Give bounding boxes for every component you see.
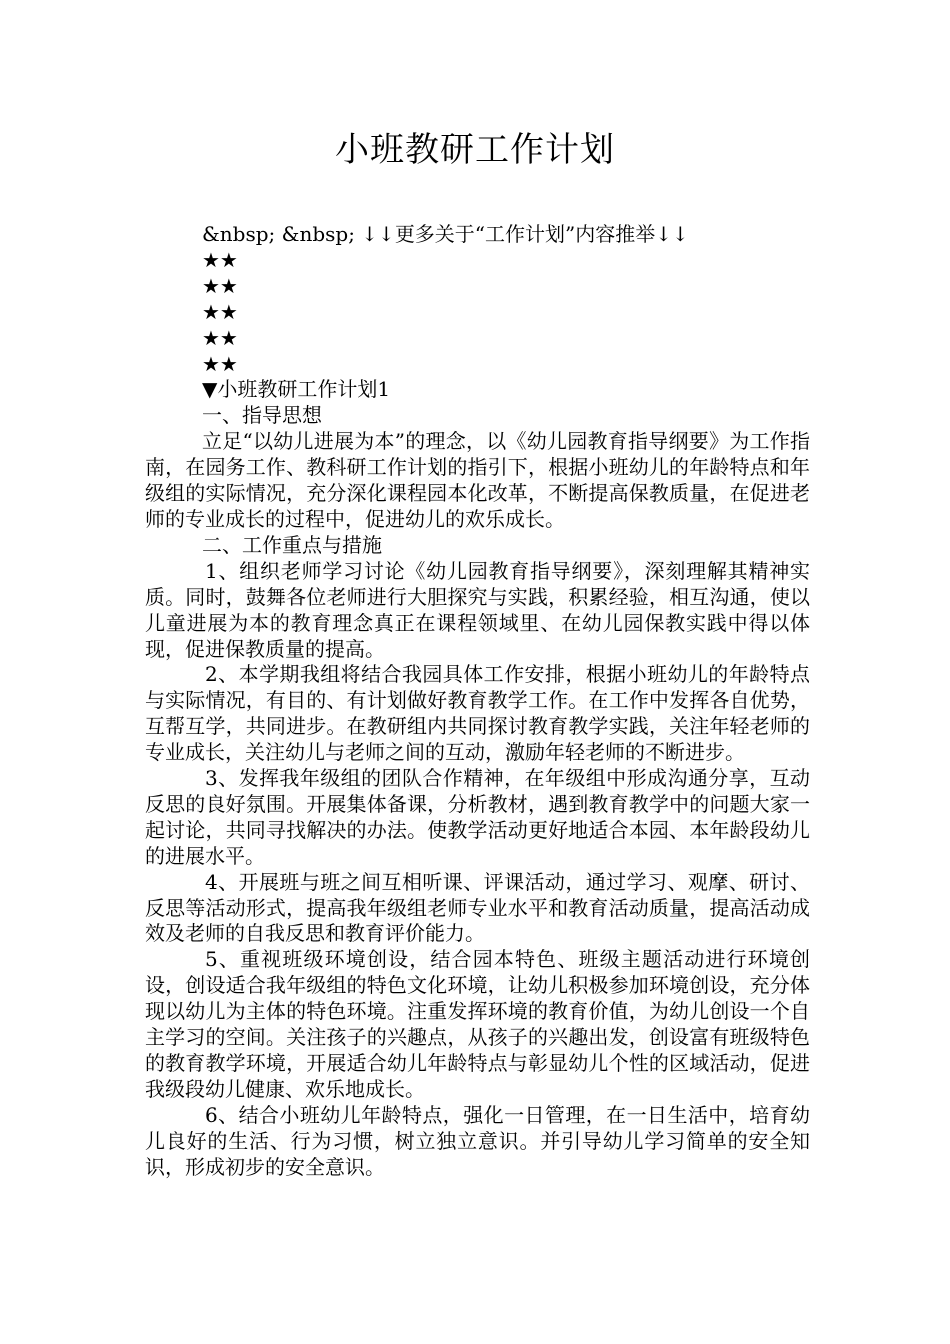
star-row: ★★ — [202, 247, 238, 272]
list-item: 3、发挥我年级组的团队合作精神，在年级组中形成沟通分享，互动反思的良好氛围。开展集体备课，分析教材，遇到教育教学中的问题大家一起讨论，共同寻找解决的办法。使教学活动更好地适合本园、本年龄段幼儿的进展水平。 — [145, 766, 810, 868]
paragraph-guiding-ideology: 立足“以幼儿进展为本”的理念，以《幼儿园教育指导纲要》为工作指南，在园务工作、教科研工作计划的指引下，根据小班幼儿的年龄特点和年级组的实际情况，充分深化课程园本化改革，不断提高保教质量，在促进老师的专业成长的过程中，促进幼儿的欢乐成长。 — [145, 429, 810, 531]
list-item: 5、重视班级环境创设，结合园本特色、班级主题活动进行环境创设，创设适合我年级组的特色文化环境，让幼儿积极参加环境创设，充分体现以幼儿为主体的特色环境。注重发挥环境的教育价值，为幼儿创设一个自主学习的空间。关注孩子的兴趣点，从孩子的兴趣出发，创设富有班级特色的教育教学环境，开展适合幼儿年龄特点与彰显幼儿个性的区域活动，促进我级段幼儿健康、欢乐地成长。 — [145, 947, 810, 1101]
list-item: 1、组织老师学习讨论《幼儿园教育指导纲要》，深刻理解其精神实质。同时，鼓舞各位老师进行大胆探究与实践，积累经验，相互沟通，使以儿童进展为本的教育理念真正在课程领域里、在幼儿园保教实践中得以体现，促进保教质量的提高。 — [145, 558, 810, 661]
list-item: 6、结合小班幼儿年龄特点，强化一日管理，在一日生活中，培育幼儿良好的生活、行为习惯，树立独立意识。并引导幼儿学习简单的安全知识，形成初步的安全意识。 — [145, 1102, 810, 1179]
list-item: 4、开展班与班之间互相听课、评课活动，通过学习、观摩、研讨、反思等活动形式，提高我年级组老师专业水平和教育活动质量，提高活动成效及老师的自我反思和教育评价能力。 — [145, 869, 810, 946]
star-row: ★★ — [202, 273, 238, 298]
recommend-line[interactable]: &nbsp; &nbsp; ↓↓更多关于“工作计划”内容推举↓↓ — [202, 222, 689, 246]
section-heading: ▼小班教研工作计划1 — [202, 377, 391, 402]
heading-work-focus: 二、工作重点与措施 — [202, 532, 382, 557]
star-row: ★★ — [202, 299, 238, 324]
heading-guiding-ideology: 一、指导思想 — [202, 403, 322, 428]
list-item: 2、本学期我组将结合我园具体工作安排，根据小班幼儿的年龄特点与实际情况，有目的、有计划做好教育教学工作。在工作中发挥各自优势，互帮互学，共同进步。在教研组内共同探讨教育教学实践，关注年轻老师的专业成长，关注幼儿与老师之间的互动，激励年轻老师的不断进步。 — [145, 662, 810, 765]
star-row: ★★ — [202, 325, 238, 350]
document-body — [145, 222, 810, 1181]
star-row: ★★ — [202, 351, 238, 376]
page-title: 小班教研工作计划 — [335, 130, 615, 170]
